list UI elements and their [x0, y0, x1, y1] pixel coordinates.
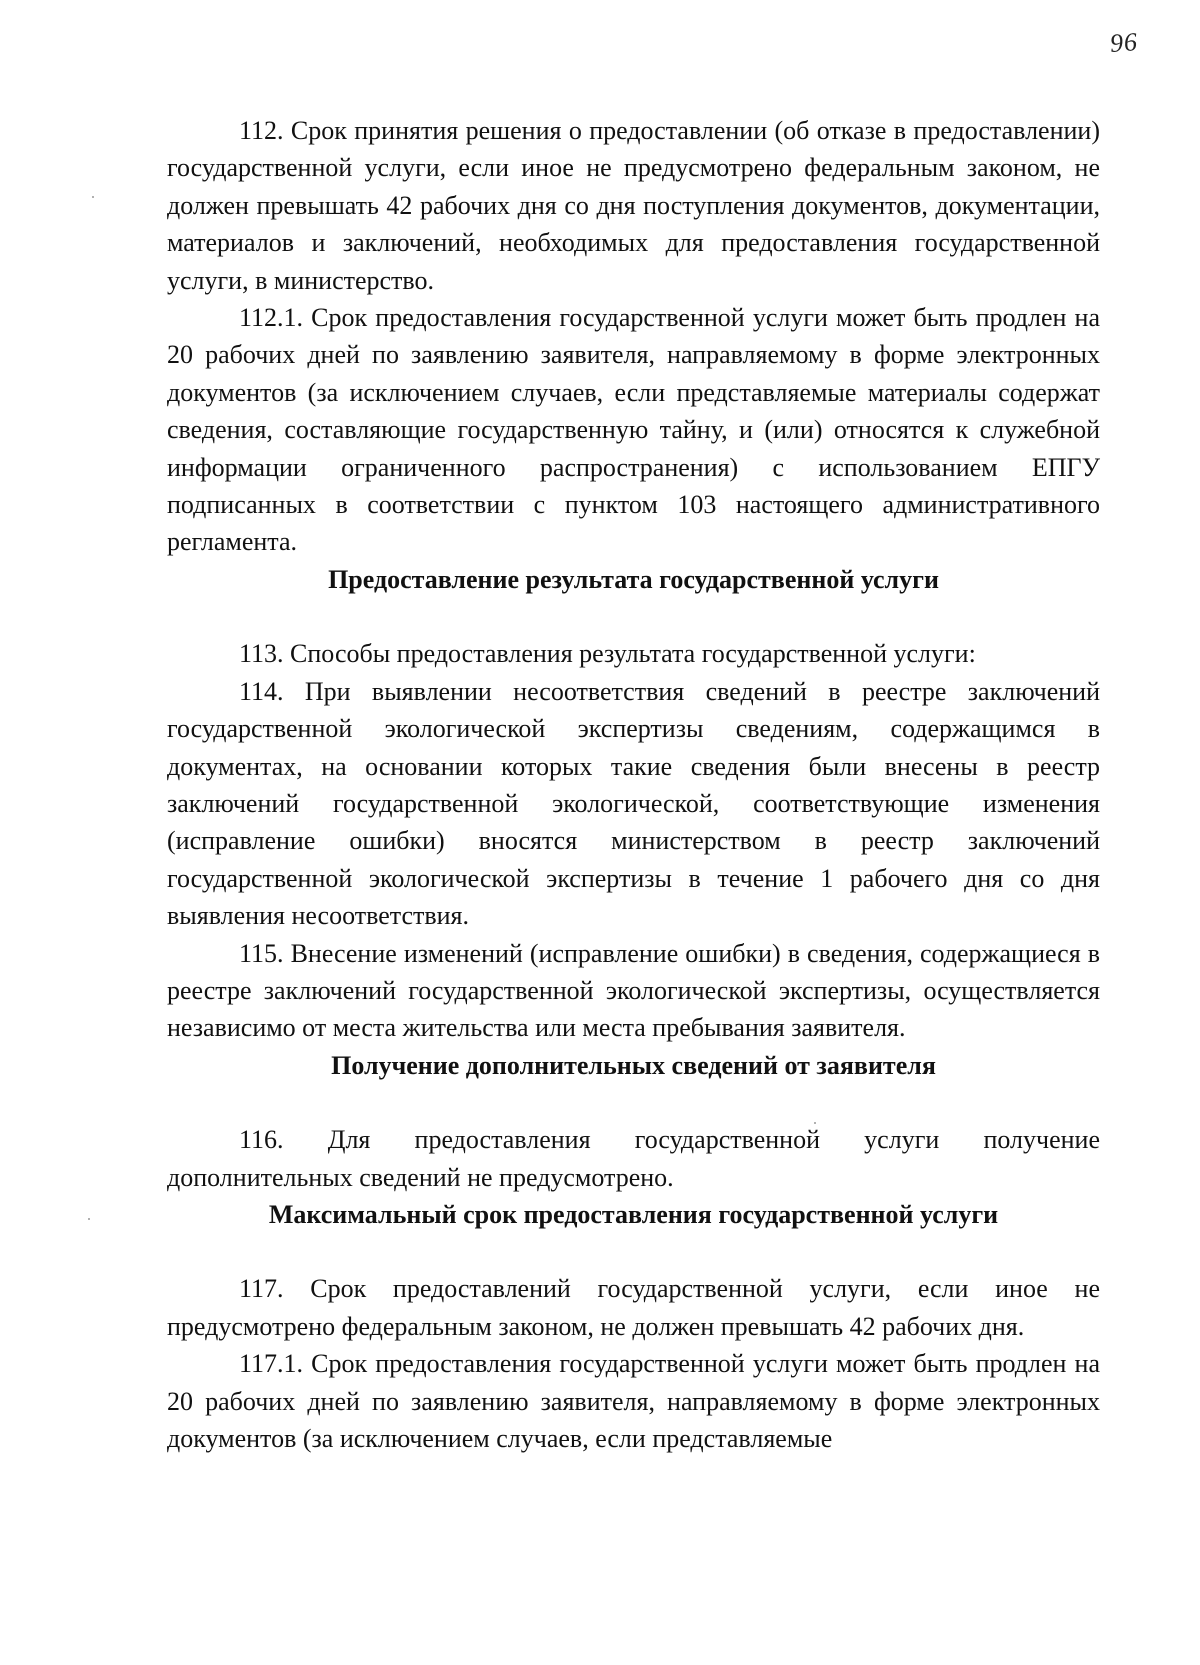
paragraph-114: 114. При выявлении несоответствия сведений в реестре заключений государственной экологической экспертизы сведениям, содержащимся в документах, на основании которых такие сведения были внесены в реестр заключений государственной экологической, соответствующие изменения (исправление ошибки) вносятся министерством в реестр заключений государственной экологической экспертизы в течение 1 рабочего дня со дня выявления несоответствия. [167, 676, 1100, 931]
paragraph-115: 115. Внесение изменений (исправление ошибки) в сведения, содержащиеся в реестре заключений государственной экологической экспертизы, осуществляется независимо от места жительства или места пребывания заявителя. [167, 938, 1100, 1043]
section-heading-max-term: Максимальный срок предоставления государственной услуги [268, 1199, 999, 1229]
paragraph-112-1: 112.1. Срок предоставления государственной услуги может быть продлен на 20 рабочих дней по заявлению заявителя, направляемому в форме электронных документов (за исключением случаев, если представляемые материалы содержат сведения, составляющие государственную тайну, и (или) относятся к служебной информации ограниченного распространения) с использованием ЕПГУ подписанных в соответствии с пунктом 103 настоящего административного регламента. [167, 303, 1100, 557]
section-heading-result-provision: Предоставление результата государственной услуги [328, 564, 939, 594]
scan-speck [92, 196, 94, 198]
paragraph-117-1: 117.1. Срок предоставления государственной услуги может быть продлен на 20 рабочих дней по заявлению заявителя, направляемому в форме электронных документов (за исключением случаев, если представляемые [167, 1349, 1100, 1453]
paragraph-117: 117. Срок предоставлений государственной услуги, если иное не предусмотрено федеральным законом, не должен превышать 42 рабочих дня. [167, 1274, 1100, 1341]
paragraph-116: 116. Для предоставления государственной услуги получение дополнительных сведений не предусмотрено. [167, 1125, 1100, 1192]
section-heading-additional-info: Получение дополнительных сведений от заявителя [331, 1050, 936, 1080]
paragraph-113: 113. Способы предоставления результата государственной услуги: [239, 639, 976, 669]
page-number: 96 [1108, 27, 1139, 58]
document-body [167, 112, 1100, 1457]
scan-speck [88, 1218, 90, 1220]
paragraph-112: 112. Срок принятия решения о предоставлении (об отказе в предоставлении) государственной услуги, если иное не предусмотрено федеральным законом, не должен превышать 42 рабочих дня со дня поступления документов, документации, материалов и заключений, необходимых для предоставления государственной услуги, в министерство. [167, 116, 1100, 295]
